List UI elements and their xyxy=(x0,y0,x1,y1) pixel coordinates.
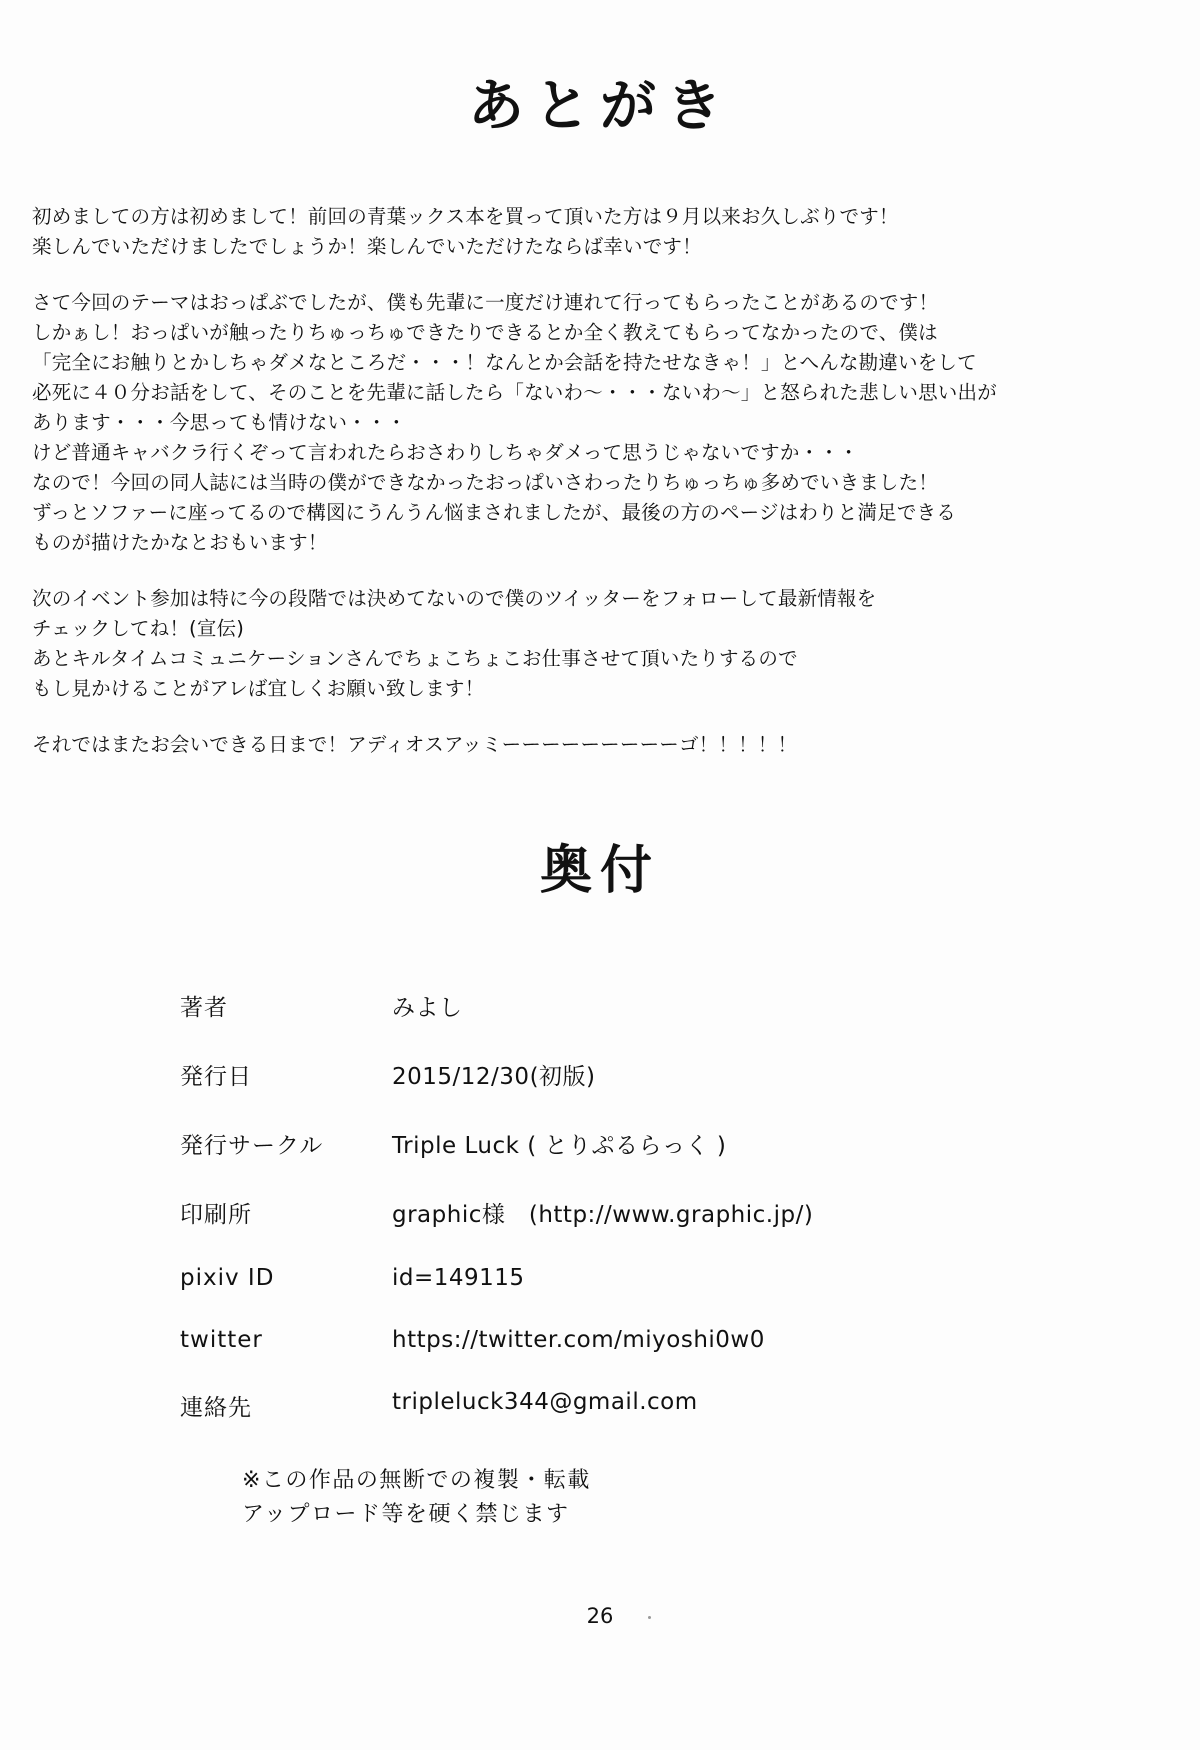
table-row xyxy=(180,1196,1040,1265)
afterword-line: あります・・・今思っても情けない・・・ xyxy=(32,411,407,434)
colophon-value: tripleluck344@gmail.com xyxy=(392,1389,698,1415)
colophon-value: https://twitter.com/miyoshi0w0 xyxy=(392,1327,765,1353)
copyright-notice xyxy=(0,1464,1200,1532)
afterword-paragraph xyxy=(32,584,1162,704)
colophon-label: twitter xyxy=(180,1327,263,1353)
colophon-value: 2015/12/30(初版) xyxy=(392,1064,596,1090)
colophon-label: pixiv ID xyxy=(180,1265,275,1291)
afterword-line: 初めましての方は初めまして！前回の青葉ックス本を買って頂いた方は９月以来お久しぶりです！ xyxy=(32,205,899,228)
afterword-line: ずっとソファーに座ってるので構図にうんうん悩まされましたが、最後の方のページはわりと満足できる xyxy=(32,501,956,524)
colophon-value: Triple Luck ( とりぷるらっく ) xyxy=(392,1133,727,1159)
afterword-line: チェックしてね！(宣伝) xyxy=(32,617,245,640)
colophon-label: 発行日 xyxy=(180,1064,252,1090)
afterword-body xyxy=(32,202,1162,760)
afterword-line: しかぁし！おっぱいが触ったりちゅっちゅできたりできるとか全く教えてもらってなかったので、僕は xyxy=(32,321,938,344)
afterword-paragraph xyxy=(32,730,1162,760)
afterword-line: それではまたお会いできる日まで！アディオスアッミーーーーーーーーーゴ！！！！！ xyxy=(32,733,798,756)
afterword-line: もし見かけることがアレば宜しくお願い致します！ xyxy=(32,677,485,700)
colophon-heading: 奥付 xyxy=(539,841,660,901)
colophon-table xyxy=(180,989,1040,1458)
colophon-value: graphic様 (http://www.graphic.jp/) xyxy=(392,1202,814,1228)
afterword-line: 次のイベント参加は特に今の段階では決めてないので僕のツイッターをフォローして最新情報を xyxy=(32,587,877,610)
colophon-value: みよし xyxy=(392,995,463,1021)
colophon-label: 発行サークル xyxy=(180,1133,324,1159)
colophon-label: 著者 xyxy=(180,995,228,1021)
afterword-line: さて今回のテーマはおっぱぶでしたが、僕も先輩に一度だけ連れて行ってもらったことがあるのです！ xyxy=(32,291,939,314)
notice-line: ※この作品の無断での複製・転載 xyxy=(242,1468,591,1493)
afterword-line: 必死に４０分お話をして、そのことを先輩に話したら「ないわ〜・・・ないわ〜」と怒られた悲しい思い出が xyxy=(32,381,997,404)
notice-line: アップロード等を硬く禁じます xyxy=(242,1502,570,1527)
table-row xyxy=(180,1389,1040,1458)
afterword-line: あとキルタイムコミュニケーションさんでちょこちょこお仕事させて頂いたりするので xyxy=(32,647,798,670)
afterword-line: 「完全にお触りとかしちゃダメなところだ・・・！なんとか会話を持たせなきゃ！」とへんな勘違いをして xyxy=(32,351,977,374)
page-number: 26 xyxy=(586,1604,614,1628)
table-row xyxy=(180,1127,1040,1196)
afterword-line: 楽しんでいただけましたでしょうか！楽しんでいただけたならば幸いです！ xyxy=(32,235,702,258)
afterword-paragraph xyxy=(32,288,1162,558)
afterword-line: なので！今回の同人誌には当時の僕ができなかったおっぱいさわったりちゅっちゅ多めでいきました！ xyxy=(32,471,939,494)
colophon-label: 印刷所 xyxy=(180,1202,252,1228)
afterword-paragraph xyxy=(32,202,1162,262)
afterword-heading: あとがき xyxy=(468,74,732,139)
colophon-value: id=149115 xyxy=(392,1265,525,1291)
afterword-line: けど普通キャバクラ行くぞって言われたらおさわりしちゃダメって思うじゃないですか・・・ xyxy=(32,441,859,464)
afterword-line: ものが描けたかなとおもいます！ xyxy=(32,531,328,554)
colophon-label: 連絡先 xyxy=(180,1395,252,1421)
table-row xyxy=(180,1058,1040,1127)
table-row xyxy=(180,989,1040,1058)
table-row xyxy=(180,1327,1040,1389)
table-row xyxy=(180,1265,1040,1327)
paper-speck xyxy=(648,1616,651,1619)
